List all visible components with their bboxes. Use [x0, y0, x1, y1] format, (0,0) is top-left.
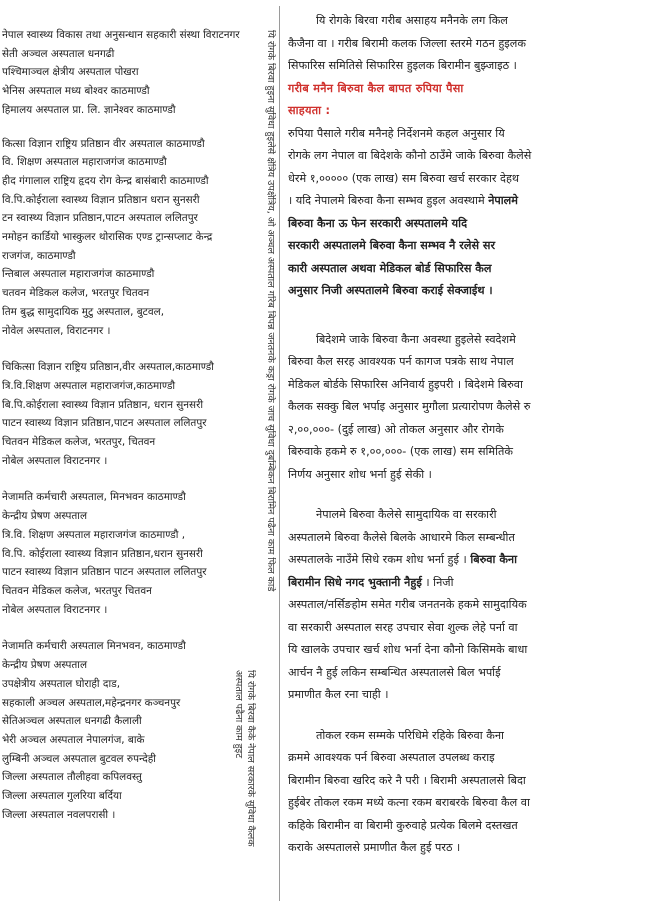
text-line: क्रममे आवश्यक पर्न बिरुवा अस्पताल उपलब्ध कराइ — [288, 751, 495, 764]
list-item: पाटन स्वास्थ्य विज्ञान प्रतिष्ठान पाटन अस्पताल ललितपुर — [2, 566, 207, 579]
hospital-list-block — [2, 637, 252, 824]
list-item: नमोहन कार्डियो भास्कुलर थोरासिक एण्ड ट्रान्सप्लाट केन्द्र — [2, 231, 213, 244]
section-heading: गरीब मनैन बिरुवा कैल बापत रुपिया पैसा — [288, 81, 464, 95]
text-line: तोकल रकम सम्मके परिधिमे रहिके बिरुवा कैना — [316, 728, 504, 742]
list-item: नोबेल अस्पताल विराटनगर । — [2, 454, 108, 467]
text-line: रुपिया पैसाले गरीब मनैनहे निर्देशनमे कहल अनुसार यि — [288, 126, 505, 140]
list-item: कित्सा विज्ञान राष्ट्रिय प्रतिष्ठान वीर अस्पताल काठमाण्डौ — [2, 137, 205, 150]
emphasis-text: नेपालमे — [488, 194, 518, 207]
list-item: टन स्वास्थ्य विज्ञान प्रतिष्ठान,पाटन अस्पताल ललितपुर — [2, 212, 198, 225]
emphasis-line: बिरुवा कैना ऊ फेन सरकारी अस्पतालमे यदि — [288, 216, 468, 230]
vertical-caption-primary: यि रोगके बिरवा हुइना सुविधा हुइलेसे क्षेत्रिय उपक्षेत्रिय, ओ अञ्चल अस्पताल गरिब बिपन्न जनतनके कड्रा रोगके जाच सुविधा दुबम्बिकन बिरामिन पढैना काम फिल काडे — [265, 30, 276, 592]
list-item: पश्चिमाञ्चल क्षेत्रीय अस्पताल पोखरा — [2, 66, 139, 79]
text-line: निर्णय अनुसार शोध भर्ना हुई सेकी । — [288, 467, 432, 481]
text-line: २,००,०००- (दुई लाख) ओ तोकल अनुसार और रोगके — [288, 422, 504, 436]
text-line — [288, 190, 652, 213]
text-line: बिरामीन बिरुवा खरिद करे नै परी । बिरामी अस्पतालसे बिदा — [288, 773, 526, 787]
hospital-list-block — [2, 488, 252, 619]
emphasis-text: बिरामीन सिधे नगद भुक्तानी नैहुई — [288, 575, 422, 589]
list-item: हीद गंगालाल राष्ट्रिय हृदय रोग केन्द्र बासंबारी काठमाण्डौ — [2, 174, 209, 187]
list-item: लुम्बिनी अञ्चल अस्पताल बुटवल रुपन्देही — [2, 752, 156, 765]
list-item: त्रि.वि.शिक्षण अस्पताल महाराजगंज,काठमाण्डौ — [2, 379, 176, 392]
hospital-list-block — [2, 358, 252, 470]
text-span: । निजी — [425, 575, 454, 589]
list-item: भेनिस अस्पताल मध्य बोश्वर काठमाण्डौ — [2, 85, 150, 98]
list-item: त्रि.वि. शिक्षण अस्पताल महाराजगंज काठमाण्डौ , — [2, 528, 186, 541]
list-item: चतवन मेडिकल कलेज, भरतपुर चितवन — [2, 287, 150, 300]
list-item: जिल्ला अस्पताल नवलपरासी । — [2, 808, 116, 821]
text-line: मेडिकल बोर्डके सिफारिस अनिवार्य हुइपरी । बिदेशमे बिरुवा — [288, 377, 523, 391]
list-item: राजगंज, काठमाण्डौ — [2, 249, 76, 262]
text-line: कराके अस्पतालसे प्रमाणीत कैल हुई परठ । — [288, 841, 461, 854]
paragraph-nepal — [288, 504, 652, 707]
text-line: बिरुवा कैल सरह आवश्यक पर्न कागज पत्रके साथ नेपाल — [288, 355, 514, 368]
text-line: यि रोगके बिरवा गरीब असाहय मनैनके लग किल — [316, 14, 508, 27]
paragraph-limit — [288, 725, 652, 860]
text-line: प्रमाणीत कैल रना चाही । — [288, 688, 389, 701]
list-item: नेपाल स्वास्थ्य विकास तथा अनुसन्धान सहकारी संस्था विराटनगर — [2, 29, 240, 41]
list-item: सेती अञ्चल अस्पताल धनगढी — [2, 47, 115, 60]
list-item: न्तिबाल अस्पताल महाराजगंज काठमाण्डौ — [2, 268, 155, 281]
text-line: धेरमे १,००००० (एक लाख) सम बिरुवा खर्च सरकार देहथ — [288, 171, 520, 185]
text-line: अस्पतालमे बिरुवा कैलेसे बिलके आधारमे किल सम्बन्धीत — [288, 530, 515, 544]
list-item: बि.पि.कोईराला स्वास्थ्य विज्ञान प्रतिष्ठान, धरान सुनसरी — [2, 398, 204, 411]
main-article — [288, 10, 652, 878]
list-item: चितवन मेडिकल कलेज, भरतपुर चितवन — [2, 584, 152, 597]
list-item: पाटन स्वास्थ्य विज्ञान प्रतिष्ठान,पाटन अस्पताल ललितपुर — [2, 417, 207, 430]
text-line: यि खालके उपचार खर्च शोध भर्ना देना कौनो किसिमके बाधा — [288, 643, 528, 656]
text-line: बिदेशमे जाके बिरुवा कैना अवस्था हुइलेसे स्वदेशमे — [316, 332, 516, 346]
list-item: नेजामति कर्मचारी अस्पताल, मिनभवन काठमाण्डौ — [2, 491, 186, 504]
emphasis-line: कारी अस्पताल अथवा मेडिकल बोर्ड सिफारिस कैल — [288, 261, 492, 275]
text-line: बिरुवाके हकमे रु १,००,०००- (एक लाख) सम समितिके — [288, 445, 513, 458]
list-item: जिल्ला अस्पताल तौलीहवा कपिलवस्तु — [2, 771, 142, 784]
emphasis-text: बिरुवा कैना — [470, 553, 518, 566]
text-line: कैलक सक्कु बिल भर्पाइ अनुसार मुगौला प्रत्यारोपण कैलेसे रु — [288, 400, 531, 413]
paragraph-intro — [288, 10, 652, 303]
paragraph-abroad — [288, 329, 652, 487]
list-item: जिल्ला अस्पताल गुलरिया बर्दिया — [2, 790, 122, 803]
list-item: नेजामति कर्मचारी अस्पताल मिनभवन, काठमाण्डौ — [2, 640, 186, 653]
list-item: वि. शिक्षण अस्पताल महाराजगंज काठमाण्डौ — [2, 156, 167, 169]
hospital-list-block — [2, 26, 252, 120]
text-line: नेपालमे बिरुवा कैलेसे सामुदायिक वा सरकारी — [316, 508, 497, 521]
text-span: । यदि नेपालमे बिरुवा कैना सम्भव हुइल अवस्थामे — [288, 194, 485, 207]
text-line: हुईबेर तोकल रकम मध्ये कत्ना रकम बराबरके बिरुवा कैल वा — [288, 796, 530, 809]
text-line: वा सरकारी अस्पताल सरह उपचार सेवा शुल्क लेहे पर्ना वा — [288, 620, 518, 634]
list-item: केन्द्रीय प्रेषण अस्पताल — [2, 659, 88, 672]
list-item: वि.पि.कोईराला स्वास्थ्य विज्ञान प्रतिष्ठान धरान सुनसरी — [2, 193, 200, 206]
column-divider — [279, 6, 280, 901]
list-item: चिकित्सा विज्ञान राष्ट्रिय प्रतिष्ठान,वीर अस्पताल,काठमाण्डौ — [2, 361, 214, 374]
text-line: अस्पताल/नर्सिङहोम समेत गरीब जनतनके हकमे सामुदायिक — [288, 598, 527, 611]
list-item: भेरी अञ्चल अस्पताल नेपालगंज, बाके — [2, 733, 145, 746]
text-line: कहिके बिरामीन वा बिरामी कुरुवाहे प्रत्येक बिलमे दस्तखत — [288, 818, 518, 832]
list-item: सहकाली अञ्चल अस्पताल,महेन्द्रनगर कञ्चनपुर — [2, 696, 181, 709]
list-item: चितवन मेडिकल कलेज, भरतपुर, चितवन — [2, 436, 156, 449]
hospital-list-block — [2, 135, 252, 341]
text-line — [288, 549, 652, 572]
list-item: नोवेल अस्पताल, विराटनगर । — [2, 324, 111, 337]
text-line: सिफारिस समितिसे सिफारिस हुइलक बिरामीन बुझ्जाइठ । — [288, 59, 517, 72]
list-item: हिमालय अस्पताल प्रा. लि. ज्ञानेश्वर काठमाण्डौ — [2, 103, 176, 116]
vertical-caption-secondary: यि रोगके बिरवा कैके नेपाल सरकारके सुविधा कैलक अस्पताल पढैना काम हुइट — [233, 670, 256, 847]
text-line: रोगके लग नेपाल वा बिदेशके कौनो ठाउँमे जाके बिरुवा कैलेसे — [288, 149, 532, 162]
text-span: अस्पतालके नाउँमे सिधे रकम शोध भर्ना हुई । — [288, 553, 467, 566]
list-item: केन्द्रीय प्रेषण अस्पताल — [2, 510, 88, 523]
list-item: तिम बुद्ध सामुदायिक मुटु अस्पताल, बुटवल, — [2, 305, 164, 318]
list-item: सेतिअञ्चल अस्पताल धनगढी कैलाली — [2, 715, 142, 728]
list-item: उपक्षेत्रीय अस्पताल घोराही दाड, — [2, 677, 120, 690]
section-heading-cont: साहयता : — [288, 104, 331, 117]
list-item: वि.पि. कोईराला स्वास्थ्य विज्ञान प्रतिष्ठान,धरान सुनसरी — [2, 547, 203, 560]
list-item: नोबेल अस्पताल विराटनगर । — [2, 603, 108, 616]
emphasis-line: सरकारी अस्पतालमे बिरुवा कैना सम्भव नै रलेसे सर — [288, 239, 496, 252]
emphasis-line: अनुसार निजी अस्पतालमे बिरुवा कराई सेक्जाईथ । — [288, 284, 493, 297]
text-line — [288, 572, 652, 595]
hospital-lists — [2, 26, 252, 839]
text-line: आर्चन नै हुई लकिन सम्बन्धित अस्पतालसे बिल भर्पाई — [288, 665, 501, 679]
text-line: कैजैना वा । गरीब बिरामी कलक जिल्ला स्तरमे गठन हुइलक — [288, 36, 526, 50]
